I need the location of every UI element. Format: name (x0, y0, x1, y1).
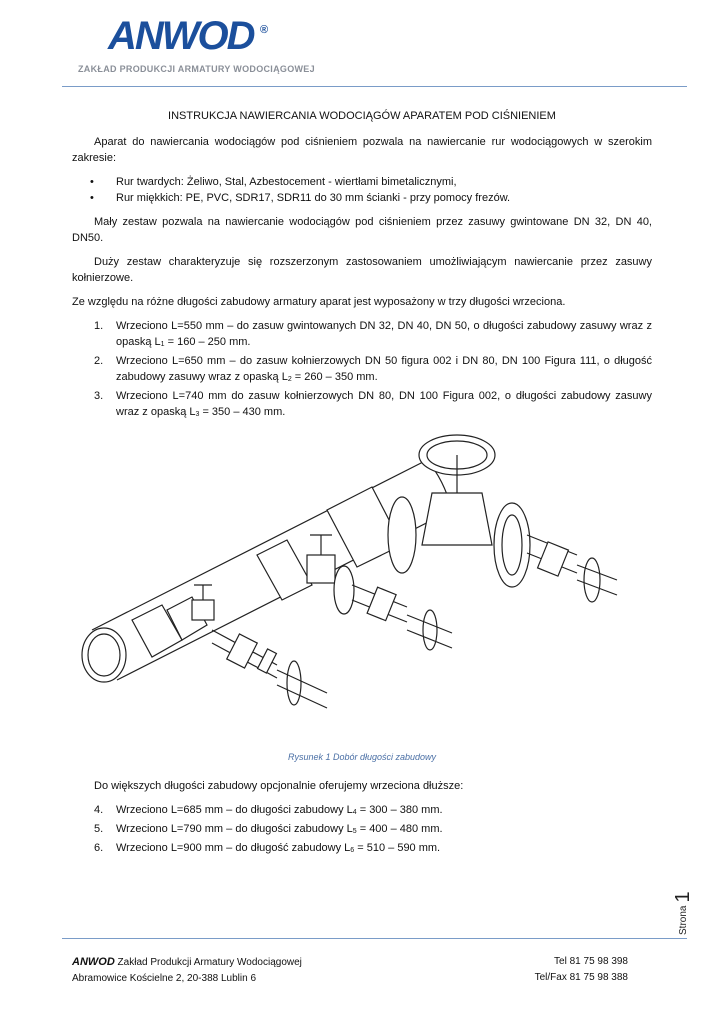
footer-address: Abramowice Kościelne 2, 20-388 Lublin 6 (72, 973, 256, 984)
large-valve-assembly (327, 435, 617, 602)
list-item: 1. Wrzeciono L=550 mm – do zasuw gwintowanych DN 32, DN 40, DN 50, o długości zabudowy zasuwy wraz z opaską $L_1 = 160 - 250$ mm. (94, 320, 652, 348)
list-item: • Rur twardych: Żeliwo, Stal, Azbestocement - wiertłami bimetalicznymi, (90, 176, 457, 188)
footer-fax: Tel/Fax 81 75 98 388 (534, 972, 628, 983)
list-item: • Rur miękkich: PE, PVC, SDR17, SDR11 do 30 mm ścianki - przy pomocy frezów. (90, 192, 511, 204)
optional-spindles-paragraph: Do większych długości zabudowy opcjonalnie oferujemy wrzeciona dłuższe: (94, 780, 464, 792)
footer-divider (62, 938, 687, 939)
page-label: Strona (678, 905, 690, 935)
list-item: 2. Wrzeciono L=650 mm – do zasuw kołnierzowych DN 50 figura 002 i DN 80, DN 100 Figura 111, o długość zabudowy zasuwy wraz z opaską $L_2 = 260 - 350$ mm. (94, 355, 652, 383)
tapping-machine-drawing (72, 425, 652, 745)
footer-company (72, 954, 302, 987)
header-divider (62, 86, 687, 87)
large-set-paragraph: Duży zestaw charakteryzuje się rozszerzonym zastosowaniem umożliwiającym nawiercanie przez zasuwy kołnierzowe. (72, 256, 652, 284)
list-item: 6. Wrzeciono L=900 mm – do długość zabudowy $L_6 = 510 - 590$ mm. (94, 842, 441, 854)
optional-spindle-list (72, 802, 652, 859)
pipe-types-list (72, 174, 652, 206)
figure-caption: Rysunek 1 Dobór długości zabudowy (287, 752, 437, 762)
company-logo (78, 14, 315, 84)
footer-brand: ANWOD (72, 956, 115, 968)
document-title: INSTRUKCJA NAWIERCANIA WODOCIĄGÓW APARATEM POD CIŚNIENIEM (168, 110, 556, 122)
intro-paragraph: Aparat do nawiercania wodociągów pod ciśnieniem pozwala na nawiercanie rur wodociągowych w szerokim zakresie: (72, 136, 652, 164)
small-set-paragraph: Mały zestaw pozwala na nawiercanie wodociągów pod ciśnieniem przez zasuwy gwintowane DN 32, DN 40, DN50. (72, 216, 652, 244)
spindle-lengths-paragraph: Ze względu na różne długości zabudowy armatury aparat jest wyposażony w trzy długości wrzeciona. (72, 296, 566, 308)
logo-wordmark: ANWOD (108, 14, 254, 58)
list-item: 5. Wrzeciono L=790 mm – do długości zabudowy $L_5 = 400 - 480$ mm. (94, 823, 443, 835)
document-body-continued (72, 778, 652, 867)
small-valve-assembly (132, 585, 327, 708)
bullet-icon: • (90, 176, 94, 188)
page-number-value: 1 (672, 891, 694, 903)
page-number (672, 891, 695, 935)
document-body (72, 108, 652, 431)
logo-subtitle: ZAKŁAD PRODUKCJI ARMATURY WODOCIĄGOWEJ (78, 64, 315, 74)
footer-tel: Tel 81 75 98 398 (554, 956, 628, 967)
bullet-icon: • (90, 192, 94, 204)
list-item: 3. Wrzeciono L=740 mm do zasuw kołnierzowych DN 80, DN 100 Figura 002, o długości zabudowy zasuwy wraz z opaską $L_3 = 350 - 430$ mm. (94, 390, 652, 418)
list-item: 4. Wrzeciono L=685 mm – do długości zabudowy $L_4 = 300 - 380$ mm. (94, 804, 443, 816)
footer-company-name: Zakład Produkcji Armatury Wodociągowej (114, 957, 302, 968)
logo-registered-mark: ® (260, 24, 269, 36)
spindle-list (72, 318, 652, 423)
footer-contact (535, 954, 628, 986)
